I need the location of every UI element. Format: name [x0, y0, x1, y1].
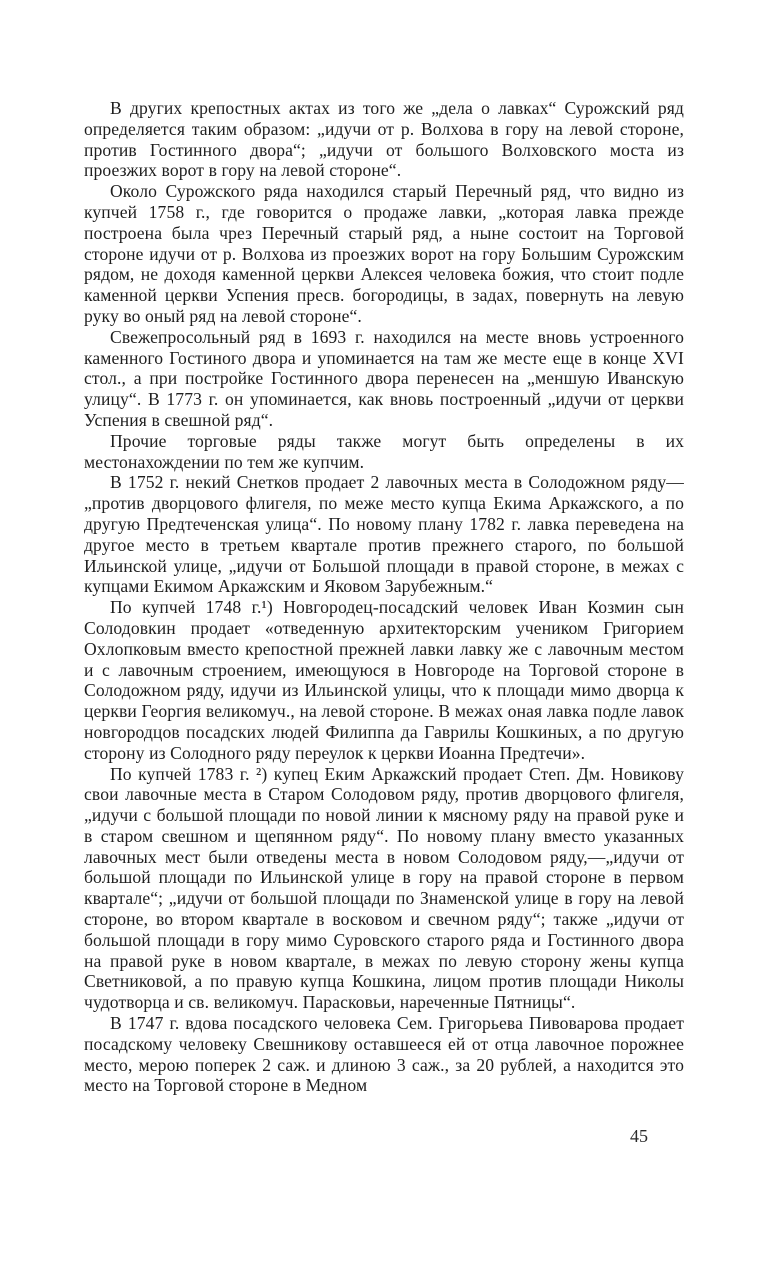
page-number: 45 [630, 1126, 648, 1146]
paragraph-3: Свежепросольный ряд в 1693 г. находился на месте вновь устроенного каменного Гостиного двора и упоминается на там же месте еще в конце XVI стол., а при постройке Гостинного двора перенесен на „меншую Иванскую улицу“. В 1773 г. он упоминается, как вновь построенный „идучи от церкви Успения в свешной ряд“. [84, 326, 684, 430]
paragraph-2: Около Сурожского ряда находился старый Перечный ряд, что видно из купчей 1758 г., где говорится о продаже лавки, „которая лавка прежде построена была чрез Перечный старый ряд, а ныне состоит на Торговой стороне идучи от р. Волхова из проезжих ворот на гору Большим Сурожским рядом, не доходя каменной церкви Алексея человека божия, что стоит подле каменной церкви Успения пресв. богородицы, в задах, повернуть на левую руку во оный ряд на левой стороне“. [84, 181, 684, 326]
paragraph-4: Прочие торговые ряды также могут быть определены в их местонахождении по тем же купчим. [84, 430, 684, 472]
body-text [84, 98, 684, 1096]
paragraph-5: В 1752 г. некий Снетков продает 2 лавочных места в Солодожном ряду—„против дворцового флигеля, по меже место купца Екима Аркажского, а по другую Предтеченская улица“. По новому плану 1782 г. лавка переведена на другое место в третьем квартале против прежнего старого, по большой Ильинской улице, „идучи от Большой площади в правой стороне, в межах с купцами Екимом Аркажским и Яковом Зарубежным.“ [84, 472, 684, 597]
paragraph-8: В 1747 г. вдова посадского человека Сем. Григорьева Пивоварова продает посадскому человеку Свешникову оставшееся ей от отца лавочное порожнее место, мерою поперек 2 саж. и длиною 3 саж., за 20 рублей, а находится это место на Торговой стороне в Медном [84, 1013, 684, 1096]
paragraph-6: По купчей 1748 г.¹) Новгородец-посадский человек Иван Козмин сын Солодовкин продает «отведенную архитекторским учеником Григорием Охлопковым вместо крепостной прежней лавки лавку же с лавочным местом и с лавочным строением, имеющуюся в Новгороде на Торговой стороне в Солодожном ряду, идучи из Ильинской улицы, что к площади мимо дворца к церкви Георгия великомуч., на левой стороне. В межах оная лавка подле лавок новгородцов посадских людей Филиппа да Гаврилы Кошкиных, а по другую сторону из Солодного ряду переулок к церкви Иоанна Предтечи». [84, 597, 684, 763]
paragraph-1: В других крепостных актах из того же „дела о лавках“ Сурожский ряд определяется таким образом: „идучи от р. Волхова в гору на левой стороне, против Гостинного двора“; „идучи от большого Волховского моста из проезжих ворот в гору на левой стороне“. [84, 98, 684, 181]
paragraph-7: По купчей 1783 г. ²) купец Еким Аркажский продает Степ. Дм. Новикову свои лавочные места в Старом Солодовом ряду, против дворцового флигеля, „идучи с большой площади по новой линии к мясному ряду на правой руке и в старом свешном и щепянном ряду“. По новому плану вместо указанных лавочных мест были отведены места в новом Солодовом ряду,—„идучи от большой площади по Ильинской улице в гору на правой стороне в первом квартале“; „идучи от большой площади по Знаменской улице в гору на левой стороне, во втором квартале в восковом и свечном ряду“; также „идучи от большой площади в гору мимо Суровского старого ряда и Гостинного двора на правой руке в новом квартале, в межах по левую сторону жены купца Светниковой, а по правую купца Кошкина, лицом против площади Николы чудотворца и св. великомуч. Парасковьи, нареченные Пятницы“. [84, 763, 684, 1013]
